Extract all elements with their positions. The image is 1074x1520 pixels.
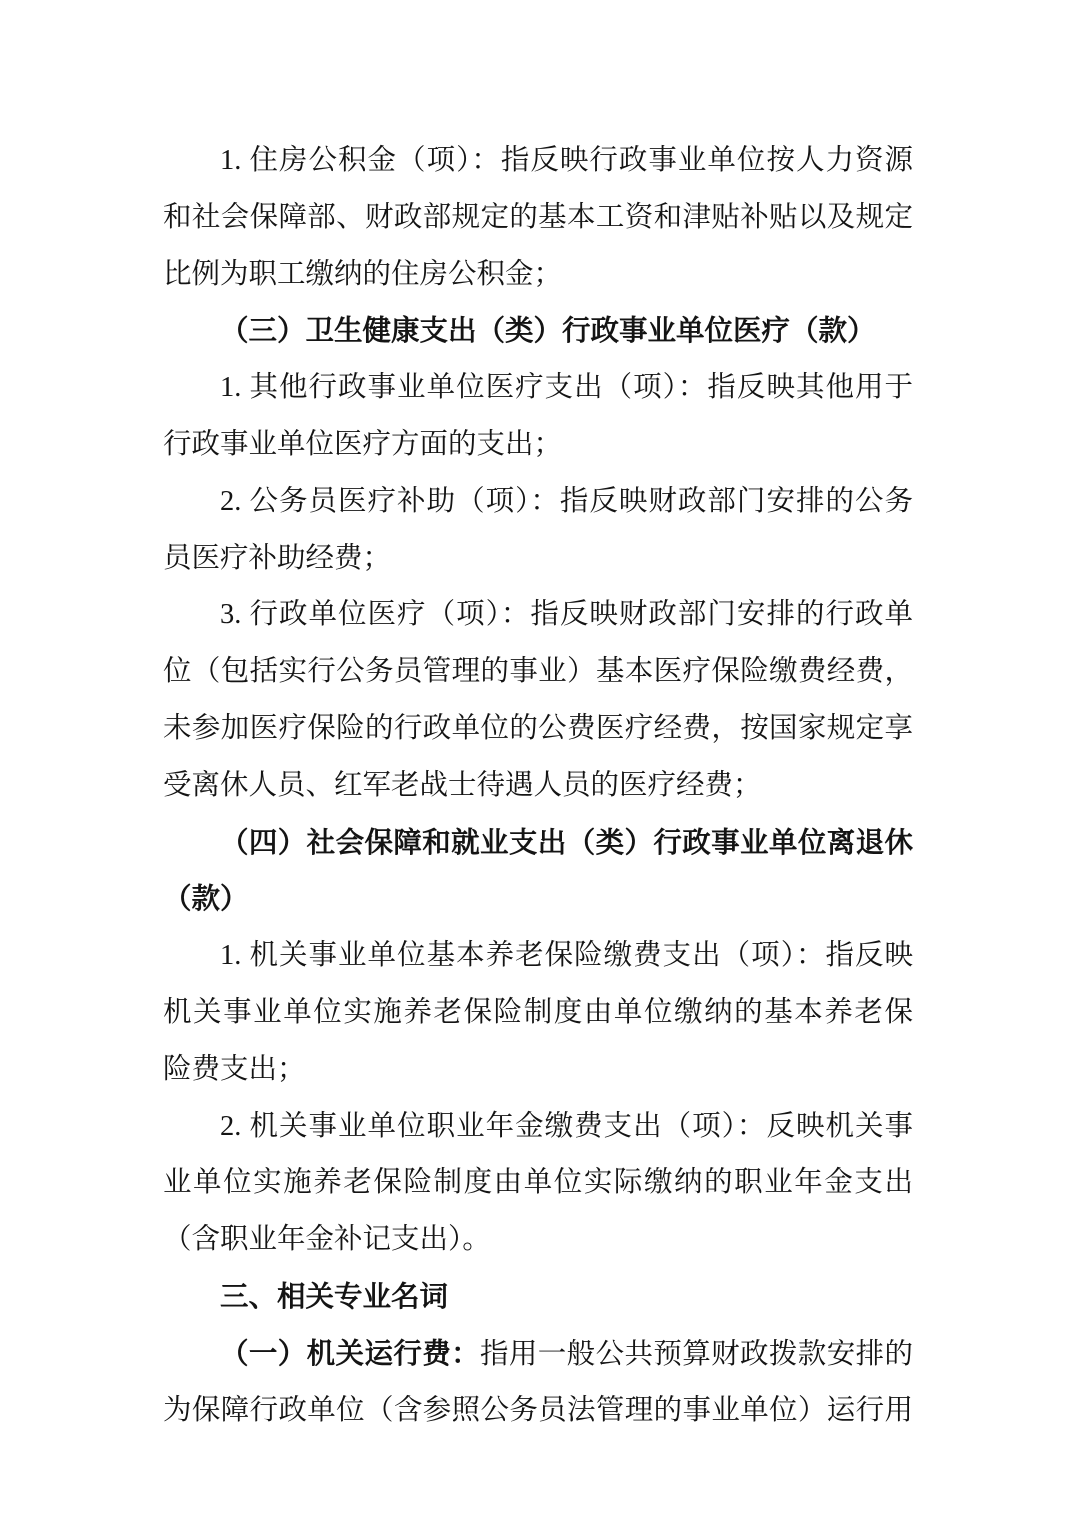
section-heading-line: （款） [163, 883, 249, 916]
text-line: 1. 住房公积金（项）：指反映行政事业单位按人力资源 [220, 145, 913, 176]
section-heading-line: 三、相关专业名词 [220, 1280, 449, 1313]
text-line: 比例为职工缴纳的住房公积金； [163, 258, 563, 290]
term-heading-span: （一）机关运行费： [220, 1337, 481, 1370]
text-line: 员医疗补助经费； [163, 542, 392, 574]
document-text-block [163, 133, 913, 1439]
text-line: 受离休人员、红军老战士待遇人员的医疗经费； [163, 769, 762, 801]
section-heading-line: （四）社会保障和就业支出（类）行政事业单位离退休 [220, 826, 913, 859]
text-line: 行政事业单位医疗方面的支出； [163, 428, 563, 460]
text-line-mixed [163, 1326, 913, 1383]
text-line: 1. 机关事业单位基本养老保险缴费支出（项）：指反映 [220, 940, 913, 972]
text-line: 险费支出； [163, 1053, 306, 1085]
text-line: 位（包括实行公务员管理的事业）基本医疗保险缴费经费， [163, 656, 913, 688]
text-line: （含职业年金补记支出）。 [163, 1224, 491, 1256]
text-line: 为保障行政单位（含参照公务员法管理的事业单位）运行用 [163, 1394, 913, 1426]
text-line: 机关事业单位实施养老保险制度由单位缴纳的基本养老保 [163, 996, 913, 1028]
text-line: 和社会保障部、财政部规定的基本工资和津贴补贴以及规定 [163, 201, 913, 233]
text-line: 3. 行政单位医疗（项）：指反映财政部门安排的行政单 [220, 599, 913, 631]
text-line: 业单位实施养老保险制度由单位实际缴纳的职业年金支出 [163, 1167, 913, 1199]
section-heading-line: （三）卫生健康支出（类）行政事业单位医疗（款） [220, 315, 876, 348]
text-line: 2. 公务员医疗补助（项）：指反映财政部门安排的公务 [220, 485, 913, 517]
text-line: 未参加医疗保险的行政单位的公费医疗经费，按国家规定享 [163, 712, 913, 744]
text-line: 2. 机关事业单位职业年金缴费支出（项）：反映机关事 [220, 1110, 913, 1142]
text-line: 1. 其他行政事业单位医疗支出（项）：指反映其他用于 [220, 372, 913, 404]
term-body-span: 指用一般公共预算财政拨款安排的 [480, 1338, 913, 1370]
